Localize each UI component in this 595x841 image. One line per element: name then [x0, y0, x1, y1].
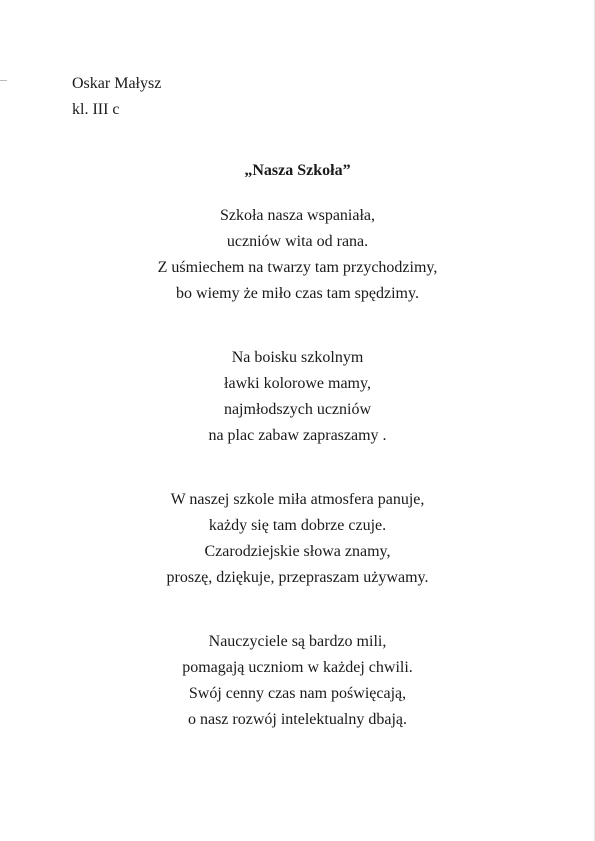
- author-block: [72, 71, 161, 123]
- poem-body: [0, 203, 595, 771]
- poem-line: proszę, dziękuje, przepraszam używamy.: [166, 569, 429, 586]
- poem-line: najmłodszych uczniów: [223, 401, 372, 418]
- poem-line: na plac zabaw zapraszamy .: [208, 427, 387, 444]
- poem-line: o nasz rozwój intelektualny dbają.: [187, 711, 408, 728]
- poem-line: Szkoła nasza wspaniała,: [219, 207, 376, 224]
- author-class: kl. III c: [72, 101, 120, 118]
- poem-line: pomagają uczniom w każdej chwili.: [182, 659, 413, 676]
- poem-title: „Nasza Szkoła”: [244, 162, 351, 179]
- poem-line: Czarodziejskie słowa znamy,: [204, 543, 391, 560]
- poem-line: uczniów wita od rana.: [226, 233, 369, 250]
- stanza-1: [0, 203, 595, 307]
- poem-line: każdy się tam dobrze czuje.: [208, 517, 387, 534]
- poem-line: Swój cenny czas nam poświęcają,: [188, 685, 407, 702]
- poem-line: ławki kolorowe mamy,: [224, 375, 371, 392]
- poem-line: bo wiemy że miło czas tam spędzimy.: [176, 285, 419, 302]
- stanza-4: [0, 629, 595, 733]
- author-name: Oskar Małysz: [72, 75, 162, 92]
- stanza-2: [0, 345, 595, 449]
- poem-line: Na boisku szkolnym: [231, 349, 364, 366]
- scan-edge-mark: [0, 80, 7, 81]
- poem-line: W naszej szkole miła atmosfera panuje,: [170, 491, 425, 508]
- poem-line: Nauczyciele są bardzo mili,: [208, 633, 387, 650]
- stanza-3: [0, 487, 595, 591]
- poem-line: Z uśmiechem na twarzy tam przychodzimy,: [157, 259, 438, 276]
